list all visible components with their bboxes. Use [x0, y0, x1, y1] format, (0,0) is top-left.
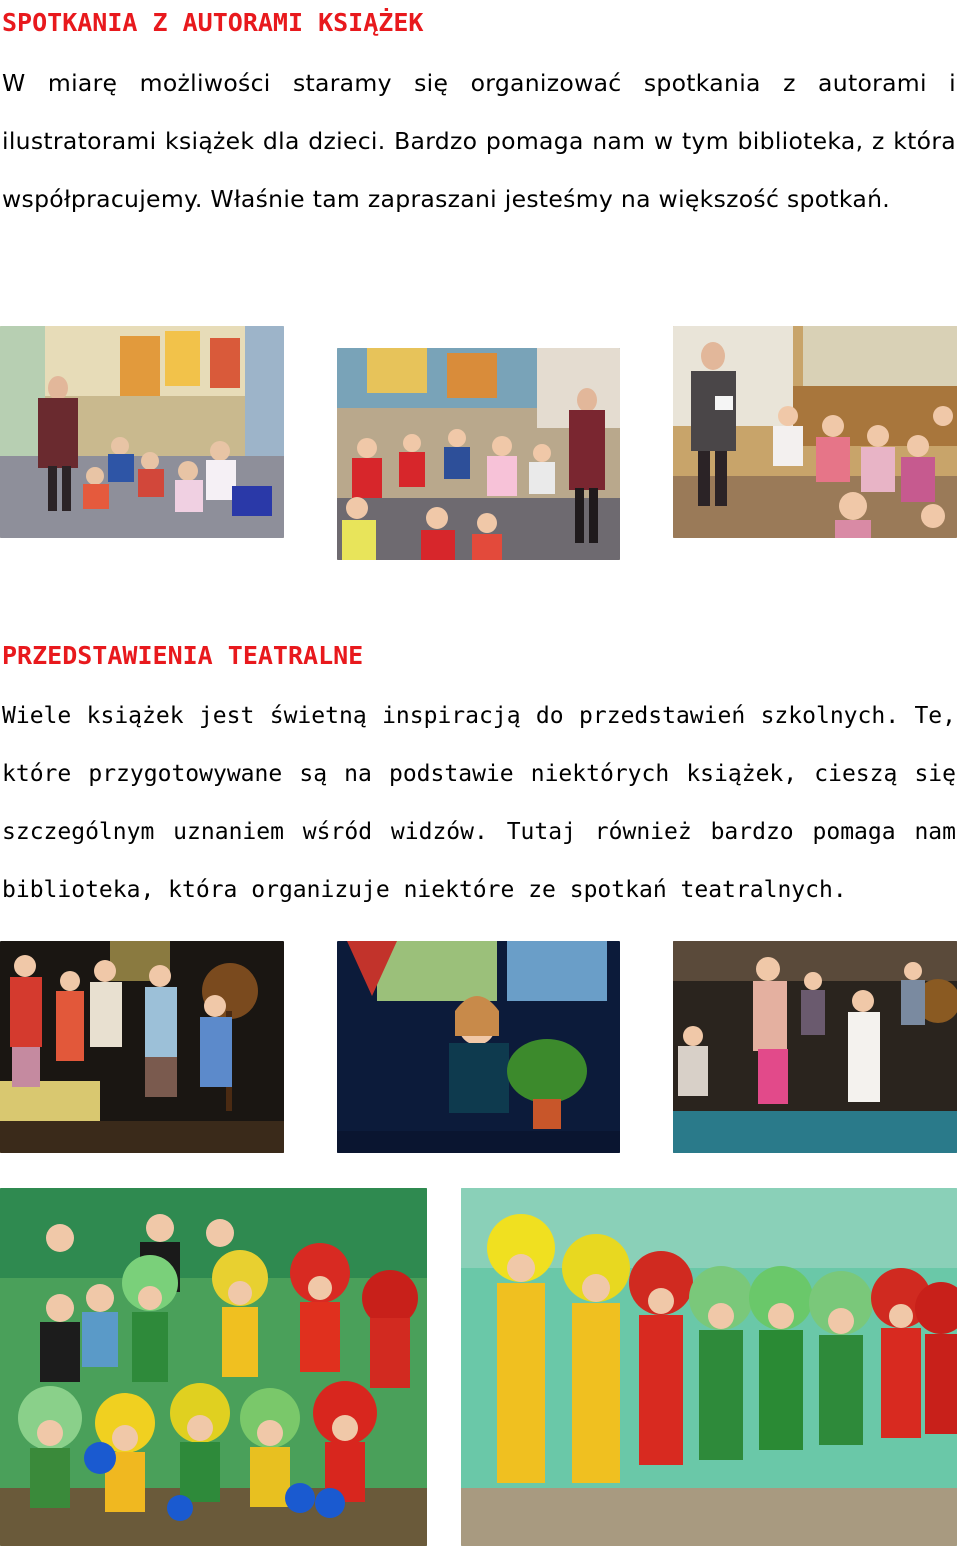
photo-theatre-5 [461, 1188, 957, 1546]
section-title-theatre: PRZEDSTAWIENIA TEATRALNE [2, 641, 364, 670]
section-text-theatre: Wiele książek jest świetną inspiracją do przedstawień szkolnych. Te, które przygotowywane są na podstawie niektórych książek, cieszą się szczególnym uznaniem wśród widzów. Tutaj również bardzo pomaga nam biblioteka, która organizuje niektóre ze spotkań teatralnych. [2, 703, 956, 903]
photo-author-meeting-3 [673, 326, 957, 538]
photo-author-meeting-1 [0, 326, 284, 538]
photo-theatre-1 [0, 941, 284, 1153]
photo-theatre-3 [673, 941, 957, 1153]
section-title-authors: SPOTKANIA Z AUTORAMI KSIĄŻEK [2, 8, 424, 37]
photo-theatre-4 [0, 1188, 427, 1546]
photo-author-meeting-2 [337, 348, 620, 560]
section-text-authors: W miarę możliwości staramy się organizować spotkania z autorami i ilustratorami książek dla dzieci. Bardzo pomaga nam w tym biblioteka, z która współpracujemy. Właśnie tam zapraszani jesteśmy na większość spotkań. [2, 69, 956, 213]
photo-theatre-2 [337, 941, 620, 1153]
